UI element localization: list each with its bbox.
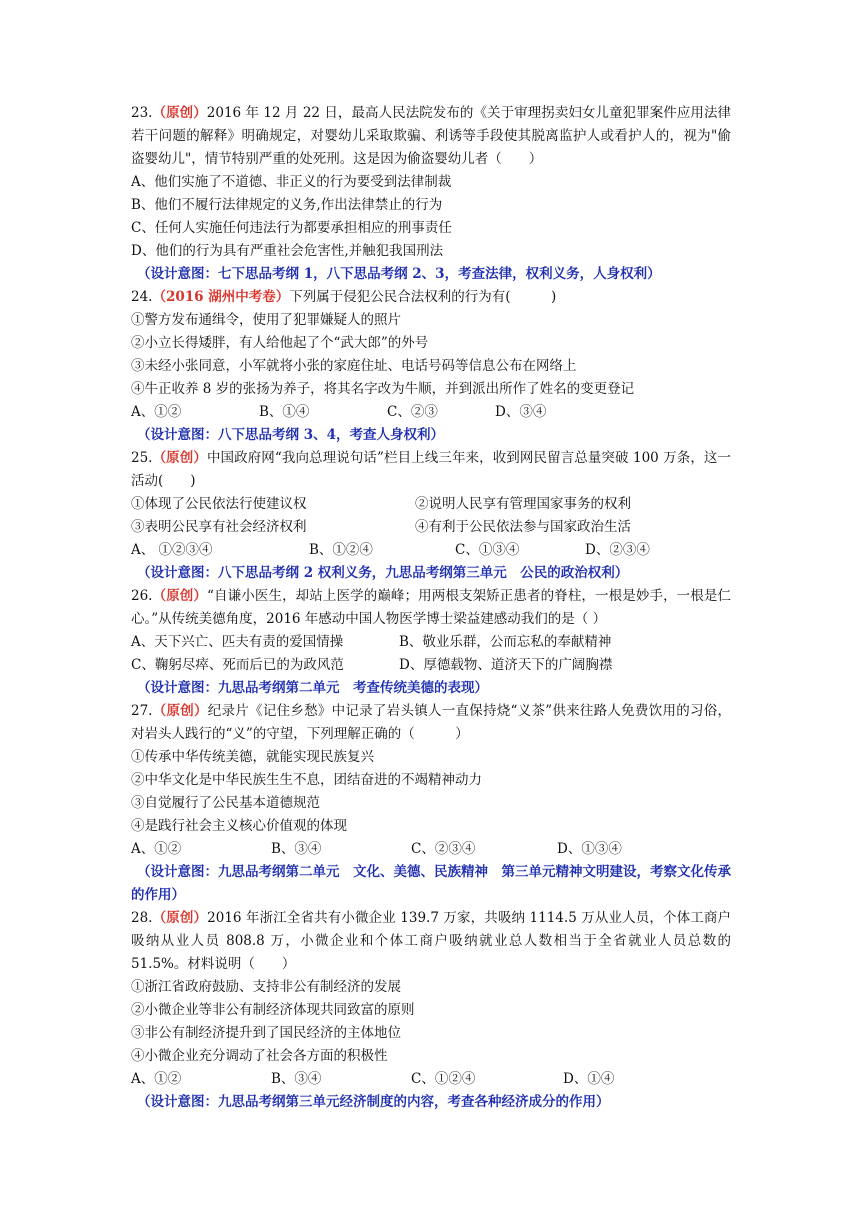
statement-4: ④有利于公民依法参与国家政治生活 <box>415 519 631 535</box>
choice-d: D、①③④ <box>557 841 622 857</box>
statement-1: ①警方发布通缉令，使用了犯罪嫌疑人的照片 <box>131 312 401 328</box>
question-23 <box>131 102 731 286</box>
choice-d: D、②③④ <box>585 542 650 558</box>
statement-3: ③未经小张同意，小军就将小张的家庭住址、电话号码等信息公布在网络上 <box>131 358 577 374</box>
choice-a: A、①② <box>131 1071 182 1087</box>
choice-a: A、①② <box>131 404 182 420</box>
option-row <box>131 654 731 677</box>
question-number: 24. <box>131 289 153 305</box>
statement-3: ③表明公民享有社会经济权利 <box>131 519 307 535</box>
choice-c: C、①②④ <box>411 1071 476 1087</box>
question-text: 中国政府网“我向总理说句话”栏目上线三年来，收到网民留言总量突破 100 万条，这一活动( ) <box>131 450 732 489</box>
option-c: C、鞠躬尽瘁、死而后已的为政风范 <box>131 657 344 673</box>
statement-1: ①浙江省政府鼓励、支持非公有制经济的发展 <box>131 979 401 995</box>
design-intent: （设计意图：九思品考纲第二单元 文化、美德、民族精神 第三单元精神文明建设，考察文化传承的作用） <box>131 864 731 903</box>
choices-row <box>131 1068 731 1091</box>
statement-1: ①体现了公民依法行使建议权 <box>131 496 307 512</box>
choices-row <box>131 401 731 424</box>
design-intent: （设计意图：九思品考纲第三单元经济制度的内容，考查各种经济成分的作用） <box>137 1094 610 1110</box>
question-tag: （2016 湖州中考卷） <box>152 289 290 305</box>
option-a: A、天下兴亡、匹夫有责的爱国情操 <box>131 634 344 650</box>
choices-row <box>131 539 731 562</box>
design-intent: （设计意图：七下思品考纲 1，八下思品考纲 2、3，考查法律，权利义务，人身权利） <box>137 266 661 282</box>
statement-3: ③非公有制经济提升到了国民经济的主体地位 <box>131 1025 401 1041</box>
question-text: “自谦小医生，却站上医学的巅峰；用两根支架矫正患者的脊柱，一根是妙手，一根是仁心。”从传统美德角度，2016 年感动中国人物医学博士梁益建感动我们的是（ ） <box>131 588 732 627</box>
statement-2: ②中华文化是中华民族生生不息，团结奋进的不竭精神动力 <box>131 772 482 788</box>
question-stem <box>131 700 731 746</box>
choice-c: C、①③④ <box>455 542 520 558</box>
question-number: 27. <box>131 703 153 719</box>
statement-3: ③自觉履行了公民基本道德规范 <box>131 795 320 811</box>
question-28 <box>131 907 731 1114</box>
option-b: B、敬业乐群，公而忘私的奉献精神 <box>399 634 612 650</box>
choice-b: B、③④ <box>271 841 322 857</box>
statement-2: ②小立长得矮胖，有人给他起了个“武大郎”的外号 <box>131 335 429 351</box>
statement-4: ④小微企业充分调动了社会各方面的积极性 <box>131 1048 388 1064</box>
choice-c: C、②③④ <box>411 841 476 857</box>
question-stem <box>131 286 731 309</box>
question-stem <box>131 907 731 976</box>
choice-b: B、①④ <box>259 404 310 420</box>
option-row <box>131 631 731 654</box>
design-intent: （设计意图：八下思品考纲 3、4，考查人身权利） <box>137 427 444 443</box>
question-tag: （原创） <box>152 910 208 926</box>
choice-b: B、①②④ <box>309 542 373 558</box>
choice-b: B、③④ <box>271 1071 322 1087</box>
question-number: 28. <box>131 910 153 926</box>
statement-2: ②说明人民享有管理国家事务的权利 <box>415 496 631 512</box>
choice-a: A、①② <box>131 841 182 857</box>
option-c: C、任何人实施任何违法行为都要承担相应的刑事责任 <box>131 220 452 236</box>
question-tag: （原创） <box>152 105 207 121</box>
statement-4: ④牛正收养 8 岁的张扬为养子，将其名字改为牛顺，并到派出所作了姓名的变更登记 <box>131 381 635 397</box>
design-intent: （设计意图：八下思品考纲 2 权利义务，九思品考纲第三单元 公民的政治权利） <box>137 565 629 581</box>
statement-2: ②小微企业等非公有制经济体现共同致富的原则 <box>131 1002 415 1018</box>
question-stem <box>131 585 731 631</box>
question-stem <box>131 447 731 493</box>
question-26 <box>131 585 731 700</box>
question-number: 25. <box>131 450 153 466</box>
question-text: 纪录片《记住乡愁》中记录了岩头镇人一直保持烧“义茶”供来往路人免费饮用的习俗，对岩头人践行的“义”的守望，下列理解正确的（ ） <box>131 703 731 742</box>
question-text: 2016 年浙江全省共有小微企业 139.7 万家，共吸纳 1114.5 万从业人员，个体工商户吸纳从业人员 808.8 万，小微企业和个体工商户吸纳就业总人数相当于全省就业人员总数的 51.5%。材料说明（ ） <box>131 910 731 972</box>
option-b: B、他们不履行法律规定的义务,作出法律禁止的行为 <box>131 197 443 213</box>
statement-4: ④是践行社会主义核心价值观的体现 <box>131 818 347 834</box>
option-d: D、厚德载物、道济天下的广阔胸襟 <box>399 657 613 673</box>
exam-page <box>131 102 731 1114</box>
question-text: 2016 年 12 月 22 日，最高人民法院发布的《关于审理拐卖妇女儿童犯罪案件应用法律若干问题的解释》明确规定，对婴幼儿采取欺骗、利诱等手段使其脱离监护人或看护人的，视为"偷盗婴幼儿"，情节特别严重的处死刑。这是因为偷盗婴幼儿者（ ） <box>131 105 732 167</box>
choice-a: A、 ①②③④ <box>131 542 213 558</box>
choice-d: D、③④ <box>495 404 547 420</box>
question-24 <box>131 286 731 447</box>
question-tag: （原创） <box>152 588 208 604</box>
statement-row <box>131 516 731 539</box>
question-text: 下列属于侵犯公民合法权利的行为有( ) <box>289 289 557 305</box>
option-d: D、他们的行为具有严重社会危害性,并触犯我国刑法 <box>131 243 444 259</box>
option-a: A、他们实施了不道德、非正义的行为要受到法律制裁 <box>131 174 452 190</box>
statement-row <box>131 493 731 516</box>
choice-d: D、①④ <box>563 1071 615 1087</box>
question-25 <box>131 447 731 585</box>
question-stem <box>131 102 731 171</box>
statement-1: ①传承中华传统美德，就能实现民族复兴 <box>131 749 374 765</box>
question-number: 23. <box>131 105 153 121</box>
choices-row <box>131 838 731 861</box>
question-number: 26. <box>131 588 153 604</box>
design-intent: （设计意图：九思品考纲第二单元 考查传统美德的表现） <box>137 680 488 696</box>
choice-c: C、②③ <box>387 404 438 420</box>
question-tag: （原创） <box>152 450 207 466</box>
question-27 <box>131 700 731 907</box>
question-tag: （原创） <box>152 703 208 719</box>
